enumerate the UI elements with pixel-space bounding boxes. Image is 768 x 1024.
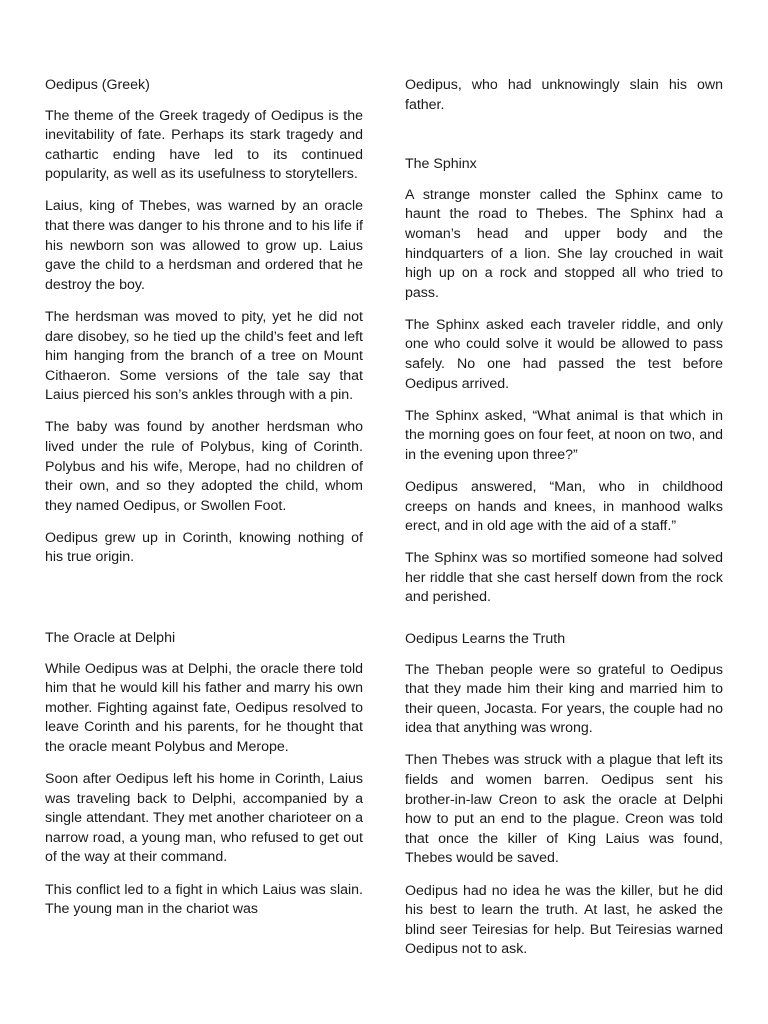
paragraph: The herdsman was moved to pity, yet he did not dare disobey, so he tied up the child’s feet and left him hanging from the branch of a tree on Mount Cithaeron. Some versions of the tale say that Laius pierced his son’s ankles through with a pin. [45, 308, 363, 404]
right-column-top [405, 76, 723, 608]
left-column-bottom [45, 629, 363, 920]
paragraph: Soon after Oedipus left his home in Corinth, Laius was traveling back to Delphi, accompanied by a single attendant. They met another charioteer on a narrow road, a young man, who refused to get out of the way at their command. [45, 771, 363, 866]
section-heading-the-sphinx: The Sphinx [405, 156, 477, 173]
paragraph: The Sphinx asked, “What animal is that which in the morning goes on four feet, at noon on two, and in the evening upon three?” [405, 407, 723, 463]
section-heading-oracle-at-delphi: The Oracle at Delphi [45, 630, 176, 646]
right-column-bottom [405, 630, 723, 960]
paragraph: This conflict led to a fight in which Laius was slain. The young man in the chariot was [45, 881, 363, 918]
paragraph: The theme of the Greek tragedy of Oedipus is the inevitability of fate. Perhaps its stark tragedy and cathartic ending have led to its continued popularity, as well as its usefulness to storytellers. [45, 107, 363, 183]
paragraph: The Sphinx was so mortified someone had solved her riddle that she cast herself down from the rock and perished. [405, 550, 723, 606]
paragraph: Oedipus grew up in Corinth, knowing nothing of his true origin. [45, 529, 363, 566]
section-heading-oedipus-learns-the-truth: Oedipus Learns the Truth [405, 631, 566, 647]
section-heading-oedipus-greek: Oedipus (Greek) [45, 77, 150, 93]
paragraph: The baby was found by another herdsman who lived under the rule of Polybus, king of Corinth. Polybus and his wife, Merope, had no children of their own, and so they adopted the child, whom they named Oedipus, or Swollen Foot. [45, 419, 363, 514]
left-column-top [45, 76, 363, 568]
continued-paragraph: Oedipus, who had unknowingly slain his own father. [405, 77, 723, 113]
paragraph: Then Thebes was struck with a plague that left its fields and women barren. Oedipus sent his brother-in-law Creon to ask the oracle at Delphi how to put an end to the plague. Creon was told that once the killer of King Laius was found, Thebes would be saved. [405, 752, 723, 867]
paragraph: Laius, king of Thebes, was warned by an oracle that there was danger to his throne and to his life if his newborn son was allowed to grow up. Laius gave the child to a herdsman and ordered that he destroy the boy. [45, 198, 363, 293]
paragraph: The Theban people were so grateful to Oedipus that they made him their king and married him to their queen, Jocasta. For years, the couple had no idea that anything was wrong. [405, 661, 723, 737]
paragraph: While Oedipus was at Delphi, the oracle there told him that he would kill his father and marry his own mother. Fighting against fate, Oedipus resolved to leave Corinth and his parents, for he thought that the oracle meant Polybus and Merope. [45, 660, 363, 755]
paragraph: Oedipus had no idea he was the killer, but he did his best to learn the truth. At last, he asked the blind seer Teiresias for help. But Teiresias warned Oedipus not to ask. [405, 882, 723, 958]
paragraph: Oedipus answered, “Man, who in childhood creeps on hands and knees, in manhood walks erect, and in old age with the aid of a staff.” [405, 479, 723, 535]
paragraph: A strange monster called the Sphinx came to haunt the road to Thebes. The Sphinx had a woman’s head and upper body and the hindquarters of a lion. She lay crouched in wait high up on a rock and stopped all who tried to pass. [405, 186, 723, 301]
paragraph: The Sphinx asked each traveler riddle, and only one who could solve it would be allowed to pass safely. No one had passed the test before Oedipus arrived. [405, 316, 723, 392]
